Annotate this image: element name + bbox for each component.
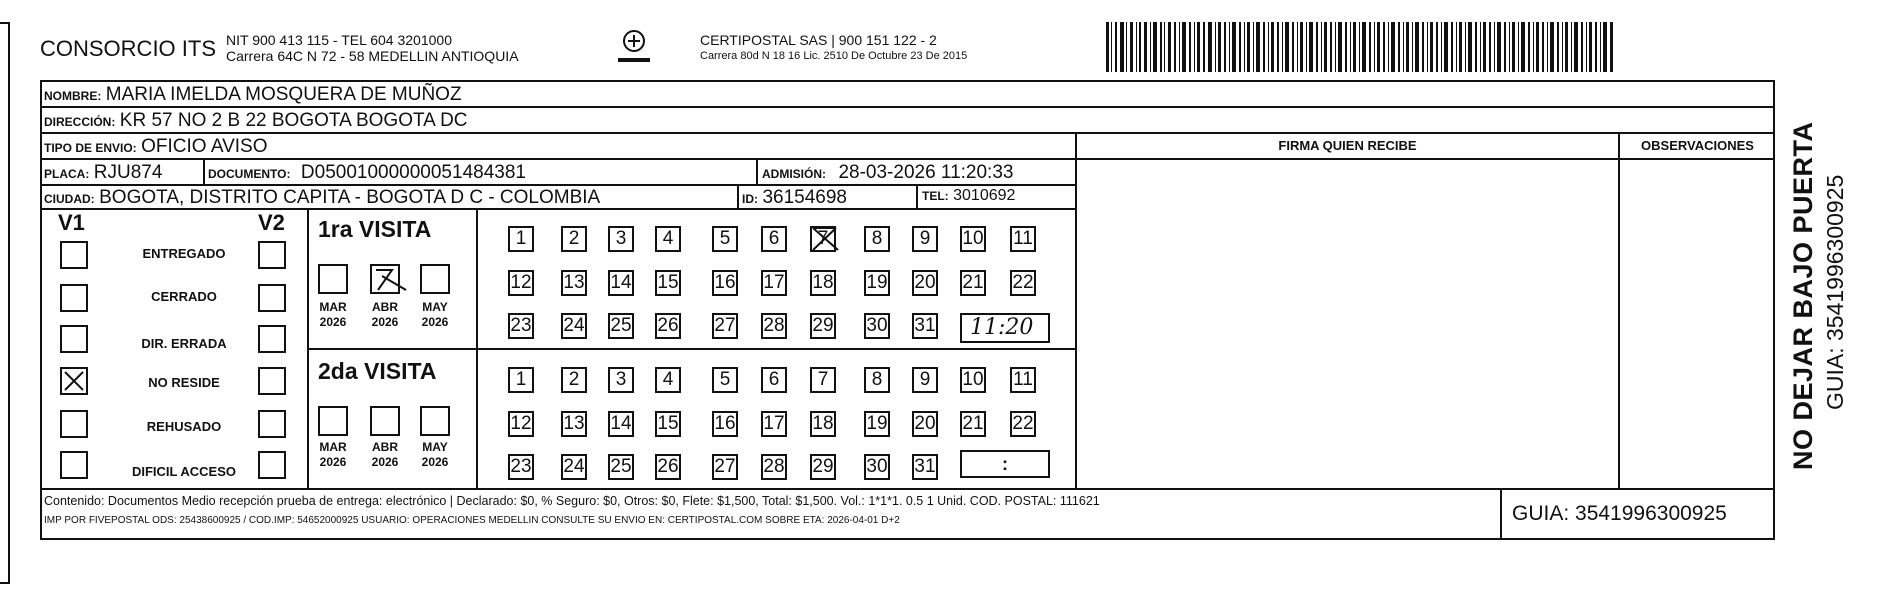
observaciones-header: OBSERVACIONES xyxy=(1641,138,1754,153)
visit2-day-31[interactable]: 31 xyxy=(912,454,938,480)
visit1-day-4[interactable]: 4 xyxy=(655,226,681,252)
visit2-day-10[interactable]: 10 xyxy=(960,367,986,393)
company-address: Carrera 64C N 72 - 58 MEDELLIN ANTIOQUIA xyxy=(226,48,519,64)
visit2-day-26[interactable]: 26 xyxy=(655,454,681,480)
footer-guia: GUIA: 3541996300925 xyxy=(1512,502,1727,525)
visit2-day-13[interactable]: 13 xyxy=(561,411,587,437)
visit1-day-16[interactable]: 16 xyxy=(712,270,738,296)
col-line xyxy=(203,158,205,184)
footer-imp: IMP POR FIVEPOSTAL ODS: 25438600925 / COD.IMP: 54652000925 USUARIO: OPERACIONES MEDELLIN CONSULTE SU ENVIO EN: CERTIPOSTAL.COM SOBRE ETA: 2026-04-01 D+2 xyxy=(44,515,900,526)
v1-checkbox-no-reside[interactable] xyxy=(60,367,88,395)
visit1-day-30[interactable]: 30 xyxy=(864,313,890,339)
visit2-time-box[interactable] xyxy=(960,450,1050,478)
visit1-day-27[interactable]: 27 xyxy=(712,313,738,339)
row-line xyxy=(40,132,1775,134)
v2-header: V2 xyxy=(258,210,285,235)
visit2-day-25[interactable]: 25 xyxy=(608,454,634,480)
documento-value: D05001000000051484381 xyxy=(300,162,526,183)
visit1-day-label: 7 xyxy=(817,228,829,249)
visit2-day-16[interactable]: 16 xyxy=(712,411,738,437)
margin-bracket xyxy=(0,22,10,584)
visit2-day-21[interactable]: 21 xyxy=(960,411,986,437)
visit2-month-abr[interactable] xyxy=(370,406,400,436)
visit2-day-28[interactable]: 28 xyxy=(761,454,787,480)
status-no-reside: NO RESIDE xyxy=(148,375,220,390)
placa-label: PLACA: xyxy=(44,167,90,181)
row-line xyxy=(40,488,1775,490)
direccion-row xyxy=(44,110,468,132)
postal-license: Carrera 80d N 18 16 Lic. 2510 De Octubre 23 De 2015 xyxy=(700,50,968,62)
visit2-day-8[interactable]: 8 xyxy=(864,367,890,393)
visit1-time-box[interactable] xyxy=(960,313,1050,343)
certipostal-logo xyxy=(614,28,654,70)
visit2-day-29[interactable]: 29 xyxy=(810,454,836,480)
visit1-day-7[interactable] xyxy=(810,226,836,252)
visit2-day-15[interactable]: 15 xyxy=(655,411,681,437)
id-label: ID: xyxy=(742,192,758,206)
visit2-month-may[interactable] xyxy=(420,406,450,436)
tipo-value: OFICIO AVISO xyxy=(141,136,268,157)
visit1-day-14[interactable]: 14 xyxy=(608,270,634,296)
visit1-month-may[interactable] xyxy=(420,264,450,294)
col-line xyxy=(737,184,739,208)
visit2-day-6[interactable]: 6 xyxy=(761,367,787,393)
visit1-day-9[interactable]: 9 xyxy=(912,226,938,252)
visit2-day-24[interactable]: 24 xyxy=(561,454,587,480)
visit2-day-30[interactable]: 30 xyxy=(864,454,890,480)
visit2-day-3[interactable]: 3 xyxy=(608,367,634,393)
v1-checkbox-dir-errada[interactable] xyxy=(60,325,88,353)
v2-checkbox-rehusado[interactable] xyxy=(258,410,286,438)
barcode xyxy=(1106,22,1616,72)
company-name: CONSORCIO ITS xyxy=(40,36,217,61)
visit2-day-5[interactable]: 5 xyxy=(712,367,738,393)
visit1-day-17[interactable]: 17 xyxy=(761,270,787,296)
documento-row xyxy=(208,162,526,184)
visit2-day-2[interactable]: 2 xyxy=(561,367,587,393)
admision-value: 28-03-2026 11:20:33 xyxy=(838,162,1014,183)
tipo-label: TIPO DE ENVIO: xyxy=(44,141,137,155)
v2-checkbox-entregado[interactable] xyxy=(258,241,286,269)
visit1-month-mar[interactable] xyxy=(318,264,348,294)
nombre-label: NOMBRE: xyxy=(44,89,102,103)
company-nit: NIT 900 413 115 - TEL 604 3201000 xyxy=(226,32,452,48)
visit1-day-23[interactable]: 23 xyxy=(508,313,534,339)
side-warning: NO DEJAR BAJO PUERTA xyxy=(1788,121,1818,470)
v1-header: V1 xyxy=(58,210,85,235)
side-guia: GUIA: 3541996300925 xyxy=(1822,174,1848,410)
visit1-title: 1ra VISITA xyxy=(318,216,432,242)
visit1-day-2[interactable]: 2 xyxy=(561,226,587,252)
visit1-day-20[interactable]: 20 xyxy=(912,270,938,296)
tipo-row xyxy=(44,136,267,158)
visit1-day-24[interactable]: 24 xyxy=(561,313,587,339)
visit2-day-17[interactable]: 17 xyxy=(761,411,787,437)
tel-row xyxy=(922,187,1015,205)
visit1-month-abr-label: ABR 2026 xyxy=(371,300,399,329)
postal-company: CERTIPOSTAL SAS | 900 151 122 - 2 xyxy=(700,32,937,48)
status-dificil-acceso: DIFICIL ACCESO xyxy=(131,464,236,479)
visit1-day-5[interactable]: 5 xyxy=(712,226,738,252)
visit1-day-11[interactable]: 11 xyxy=(1010,226,1036,252)
visit1-day-31[interactable]: 31 xyxy=(912,313,938,339)
visit2-day-20[interactable]: 20 xyxy=(912,411,938,437)
visit2-month-may-label: MAY 2026 xyxy=(421,440,449,469)
row-line xyxy=(40,158,1775,160)
visit1-day-12[interactable]: 12 xyxy=(508,270,534,296)
col-line xyxy=(1075,132,1077,488)
row-line xyxy=(40,184,1075,186)
visit2-month-mar[interactable] xyxy=(318,406,348,436)
visit1-day-13[interactable]: 13 xyxy=(561,270,587,296)
visit-divider xyxy=(307,348,1075,350)
visit2-day-4[interactable]: 4 xyxy=(655,367,681,393)
visit1-month-may-label: MAY 2026 xyxy=(421,300,449,329)
v1-checkbox-cerrado[interactable] xyxy=(60,284,88,312)
visit2-day-14[interactable]: 14 xyxy=(608,411,634,437)
nombre-value: MARIA IMELDA MOSQUERA DE MUÑOZ xyxy=(105,84,462,105)
check-x-icon xyxy=(370,264,410,294)
status-rehusado: REHUSADO xyxy=(146,419,222,434)
visit2-month-abr-label: ABR 2026 xyxy=(371,440,399,469)
tel-label: TEL: xyxy=(922,189,949,203)
visit1-day-6[interactable]: 6 xyxy=(761,226,787,252)
ciudad-value: BOGOTA, DISTRITO CAPITA - BOGOTA D C - COLOMBIA xyxy=(99,187,601,208)
visit2-day-9[interactable]: 9 xyxy=(912,367,938,393)
firma-header: FIRMA QUIEN RECIBE xyxy=(1278,138,1417,153)
visit2-month-mar-label: MAR 2026 xyxy=(319,440,347,469)
visit2-time: : xyxy=(1002,454,1008,474)
placa-value: RJU874 xyxy=(93,162,163,183)
visit1-time: 11:20 xyxy=(970,315,1034,340)
visit1-month-mar-label: MAR 2026 xyxy=(319,300,347,329)
visit2-day-18[interactable]: 18 xyxy=(810,411,836,437)
v1-checkbox-rehusado[interactable] xyxy=(60,410,88,438)
visit1-day-21[interactable]: 21 xyxy=(960,270,986,296)
ciudad-row xyxy=(44,187,600,209)
id-value: 36154698 xyxy=(762,187,847,208)
v1-checkbox-dificil-acceso[interactable] xyxy=(60,451,88,479)
nombre-row xyxy=(44,84,462,106)
visit1-day-10[interactable]: 10 xyxy=(960,226,986,252)
visit1-day-29[interactable]: 29 xyxy=(810,313,836,339)
visit1-day-19[interactable]: 19 xyxy=(864,270,890,296)
visit2-day-27[interactable]: 27 xyxy=(712,454,738,480)
visit2-day-19[interactable]: 19 xyxy=(864,411,890,437)
tel-value: 3010692 xyxy=(953,187,1016,204)
check-x-icon xyxy=(810,226,840,252)
visit1-day-15[interactable]: 15 xyxy=(655,270,681,296)
visit1-day-3[interactable]: 3 xyxy=(608,226,634,252)
visit1-day-8[interactable]: 8 xyxy=(864,226,890,252)
row-line xyxy=(40,106,1775,108)
visit2-day-1[interactable]: 1 xyxy=(508,367,534,393)
visit1-month-abr[interactable] xyxy=(370,264,400,294)
v1-checkbox-entregado[interactable] xyxy=(60,241,88,269)
admision-row xyxy=(762,162,1013,184)
status-cerrado: CERRADO xyxy=(151,289,217,304)
check-x-icon xyxy=(62,369,86,393)
direccion-label: DIRECCIÓN: xyxy=(44,115,116,129)
col-line xyxy=(1500,488,1502,540)
v2-checkbox-cerrado[interactable] xyxy=(258,284,286,312)
visit2-day-7[interactable]: 7 xyxy=(810,367,836,393)
id-row xyxy=(742,187,847,209)
footer-contenido: Contenido: Documentos Medio recepción prueba de entrega: electrónico | Declarado: $0, % Seguro: $0, Otros: $0, Flete: $1,500, Total: $1,500. Vol.: 1*1*1. 0.5 1 Unid. COD. POSTAL: 111621 xyxy=(44,494,1100,508)
visit1-day-26[interactable]: 26 xyxy=(655,313,681,339)
visit1-day-25[interactable]: 25 xyxy=(608,313,634,339)
admision-label: ADMISIÓN: xyxy=(762,167,826,181)
visit1-day-28[interactable]: 28 xyxy=(761,313,787,339)
col-line xyxy=(1618,132,1620,488)
visit2-title: 2da VISITA xyxy=(318,358,437,384)
direccion-value: KR 57 NO 2 B 22 BOGOTA BOGOTA DC xyxy=(119,110,468,131)
ciudad-label: CIUDAD: xyxy=(44,192,95,206)
visit1-day-22[interactable]: 22 xyxy=(1010,270,1036,296)
visit2-day-23[interactable]: 23 xyxy=(508,454,534,480)
visit1-day-1[interactable]: 1 xyxy=(508,226,534,252)
visit1-day-18[interactable]: 18 xyxy=(810,270,836,296)
visit2-day-12[interactable]: 12 xyxy=(508,411,534,437)
col-line xyxy=(756,158,758,184)
status-entregado: ENTREGADO xyxy=(142,246,226,261)
v2-checkbox-no-reside[interactable] xyxy=(258,367,286,395)
v2-checkbox-dir-errada[interactable] xyxy=(258,325,286,353)
documento-label: DOCUMENTO: xyxy=(208,167,291,181)
placa-row xyxy=(44,162,162,184)
col-line xyxy=(916,184,918,208)
v2-checkbox-dificil-acceso[interactable] xyxy=(258,451,286,479)
visit2-day-22[interactable]: 22 xyxy=(1010,411,1036,437)
status-dir-errada: DIR. ERRADA xyxy=(141,336,227,351)
visit2-day-11[interactable]: 11 xyxy=(1010,367,1036,393)
